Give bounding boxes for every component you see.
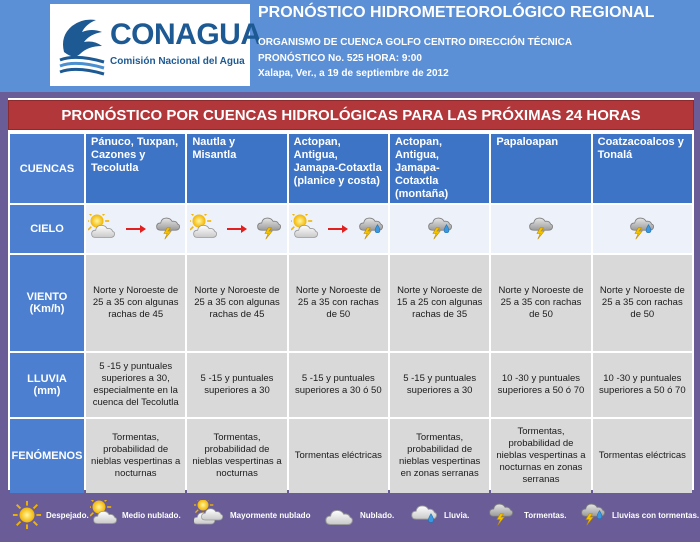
phenomena-cell: Tormentas, probabilidad de nieblas vespertinas a nocturnas [86,419,185,493]
rain-cell: 5 -15 y puntuales superiores a 30 ó 50 [289,353,388,417]
tormentas-icon [486,500,516,530]
phenomena-cell: Tormentas eléctricas [289,419,388,493]
basin-header: Actopan, Antigua, Jamapa- Cotaxtla (montaña) [390,134,489,203]
wind-row [10,255,692,351]
phenomena-cell: Tormentas, probabilidad de nieblas vespertinas en zonas serranas [390,419,489,493]
basin-header: Nautla y Misantla [187,134,286,203]
sky-cell [86,205,185,253]
row-label-cuencas: CUENCAS [10,134,84,203]
lluvias-con-tormentas-icon [578,500,608,530]
eagle-emblem-icon [56,12,108,76]
tormentas-icon [526,214,556,244]
sky-cell [289,205,388,253]
lluvias-con-tormentas-icon [425,214,455,244]
wind-cell: Norte y Noroeste de 25 a 35 con algunas rachas de 45 [86,255,185,351]
rain-cell: 10 -30 y puntuales superiores a 50 ó 70 [593,353,692,417]
lluvia-label: LLUVIA [27,373,67,385]
phenomena-cell: Tormentas eléctricas [593,419,692,493]
sky-cell [593,205,692,253]
lluvias-con-tormentas-icon [627,214,657,244]
basin-header: Papaloapan [491,134,590,203]
lluvia-unit: (mm) [33,385,61,397]
arrow-icon [125,224,147,234]
phenomena-cell: Tormentas, probabilidad de nieblas vespertinas a nocturnas en zonas serranas [491,419,590,493]
wind-cell: Norte y Noroeste de 25 a 35 con rachas de 50 [289,255,388,351]
basins-row [10,134,692,203]
legend-label: Mayormente nublado [230,511,311,520]
legend-label: Lluvias con tormentas. [612,511,700,520]
date-line: Xalapa, Ver., a 19 de septiembre de 2012 [258,68,449,79]
logo-name: CONAGUA [110,18,262,51]
row-label-lluvia [10,353,84,417]
phenomena-row [10,419,692,493]
wind-cell: Norte y Noroeste de 25 a 35 con rachas de 50 [491,255,590,351]
viento-label: VIENTO [26,291,68,303]
medio-nublado-icon [88,214,118,244]
basin-header: Coatzacoalcos y Tonalá [593,134,692,203]
arrow-icon [327,224,349,234]
legend-label: Despejado. [46,511,89,520]
legend-label: Lluvia. [444,511,470,520]
forecast-panel [8,98,694,490]
rain-row [10,353,692,417]
organism-line: ORGANISMO DE CUENCA GOLFO CENTRO DIRECCIÓN TÉCNICA [258,37,573,48]
nublado-icon [324,500,354,530]
wind-cell: Norte y Noroeste de 25 a 35 con rachas de 50 [593,255,692,351]
row-label-cielo: CIELO [10,205,84,253]
rain-cell: 5 -15 y puntuales superiores a 30 [390,353,489,417]
rain-cell: 10 -30 y puntuales superiores a 50 ó 70 [491,353,590,417]
wind-cell: Norte y Noroeste de 25 a 35 con algunas rachas de 45 [187,255,286,351]
mayormente-nublado-icon [194,500,224,530]
medio-nublado-icon [291,214,321,244]
row-label-viento [10,255,84,351]
conagua-logo [50,4,262,86]
sky-row [10,205,692,253]
sky-cell [491,205,590,253]
lluvias-con-tormentas-icon [356,214,386,244]
basin-header: Actopan, Antigua, Jamapa-Cotaxtla (planice y costa) [289,134,388,203]
wind-cell: Norte y Noroeste de 15 a 25 con algunas rachas de 35 [390,255,489,351]
rain-cell: 5 -15 y puntuales superiores a 30, especialmente en la cuenca del Tecolutla [86,353,185,417]
forecast-table [8,132,694,495]
tormentas-icon [254,214,284,244]
medio-nublado-icon [90,500,120,530]
basin-header: Pánuco, Tuxpan, Cazones y Tecolutla [86,134,185,203]
medio-nublado-icon [190,214,220,244]
viento-unit: (Km/h) [29,303,65,315]
rain-cell: 5 -15 y puntuales superiores a 30 [187,353,286,417]
lluvia-icon [410,500,440,530]
sky-cell [390,205,489,253]
logo-subtitle: Comisión Nacional del Agua [110,56,245,67]
despejado-icon [12,500,42,530]
forecast-banner: PRONÓSTICO POR CUENCAS HIDROLÓGICAS PARA LAS PRÓXIMAS 24 HORAS [8,100,694,130]
tormentas-icon [153,214,183,244]
arrow-icon [226,224,248,234]
forecast-number-line: PRONÓSTICO No. 525 HORA: 9:00 [258,53,422,64]
report-title: PRONÓSTICO HIDROMETEOROLÓGICO REGIONAL [258,4,655,21]
legend-label: Nublado. [360,511,395,520]
legend-label: Medio nublado. [122,511,181,520]
legend-label: Tormentas. [524,511,567,520]
legend [0,492,700,542]
sky-cell [187,205,286,253]
report-header [0,0,700,92]
phenomena-cell: Tormentas, probabilidad de nieblas vespertinas a nocturnas [187,419,286,493]
row-label-fenomenos: FENÓMENOS [10,419,84,493]
